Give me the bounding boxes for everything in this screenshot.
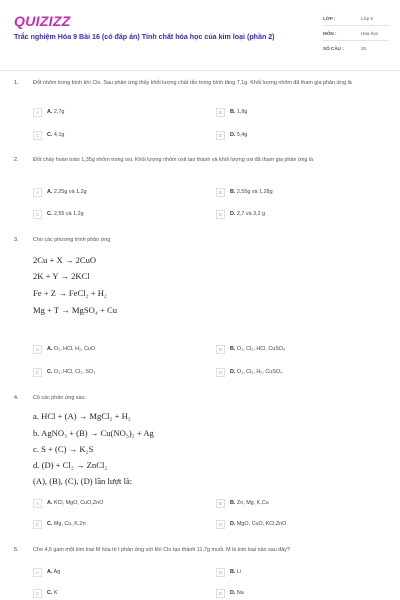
option-text: O₂, HCl, Cl₂, SO₃ (53, 369, 96, 375)
option-letter-box: B (216, 188, 225, 197)
option-text: Na (236, 590, 244, 596)
question-text: Cho các phương trình phản ứng (33, 237, 111, 243)
option-letter-box: B (216, 568, 225, 577)
meta-value-subject: Hóa học (361, 31, 379, 36)
option-label: C. (47, 132, 53, 138)
option-label: A. (47, 189, 53, 195)
option-letter-box: C (33, 368, 42, 377)
option-letter-box: C (33, 210, 42, 219)
meta-value-count: 20 (361, 46, 367, 51)
option-label: A. (47, 569, 53, 575)
option-label: B. (230, 569, 236, 575)
question-text: Đốt nhôm trong bình khí Clo. Sau phản ứng thấy khối lượng chất rắn trong bình tăng 7,1g. Khối lượng nhôm đã tham gia phản ứng là (33, 80, 352, 86)
question-text: Cho 4,6 gam một kim loại M hóa trị I phản ứng với khí Clo tạo thành 11,7g muối. M là kim loại nào sau đây? (33, 547, 290, 553)
option-text: O₂, Cl₂, HCl, CuSO₄ (236, 346, 286, 352)
option-text: MgO, CuO, KCl,ZnO (236, 521, 287, 527)
option-letter-box: D (216, 131, 225, 140)
option-text: Zn, Mg, K,Cu (236, 500, 269, 506)
equation: (A), (B), (C), (D) lần lượt là: (33, 476, 133, 486)
option-letter-box: D (216, 589, 225, 598)
meta-divider (323, 25, 389, 26)
question-number: 4. (14, 395, 19, 401)
option-text: 1,8g (236, 109, 248, 115)
option-letter-box: C (33, 131, 42, 140)
option-label: D. (230, 369, 236, 375)
option-label: A. (47, 500, 53, 506)
equation: b. AgNO₃ + (B) → Cu(NO₃)₂ + Ag (33, 428, 154, 438)
option-label: A. (47, 346, 53, 352)
question-text: Có các phản ứng sau: (33, 395, 87, 401)
meta-label-grade: LỚP : (323, 16, 336, 21)
option-letter-box: D (216, 520, 225, 529)
equation: Mg + T → MgSO₄ + Cu (33, 305, 118, 315)
option-letter-box: A (33, 499, 42, 508)
meta-label-subject: MÔN : (323, 31, 337, 36)
equation: Fe + Z → FeCl₂ + H₂ (33, 288, 107, 298)
option-letter-box: B (216, 345, 225, 354)
option-letter-box: A (33, 568, 42, 577)
equation: c. S + (C) → K₂S (33, 444, 94, 454)
option-label: B. (230, 346, 236, 352)
option-letter-box: D (216, 368, 225, 377)
option-text: Ag (53, 569, 61, 575)
option-letter-box: A (33, 345, 42, 354)
option-label: C. (47, 521, 53, 527)
quizizz-logo: QUIZIZZ (14, 13, 71, 29)
page-title: Trắc nghiệm Hóa 9 Bài 16 (có đáp án) Tính chất hóa học của kim loại (phần 2) (14, 33, 275, 41)
option-text: K (53, 590, 58, 596)
option-label: C. (47, 369, 53, 375)
question-number: 5. (14, 547, 19, 553)
option-label: D. (230, 590, 236, 596)
question-number: 2. (14, 157, 19, 163)
option-letter-box: B (216, 108, 225, 117)
option-text: O₂, Cl₂, H₂, CuSO₄ (236, 369, 283, 375)
option-label: D. (230, 132, 236, 138)
equation: a. HCl + (A) → MgCl₂ + H₂ (33, 411, 131, 421)
question-number: 1. (14, 80, 19, 86)
option-label: D. (230, 211, 236, 217)
meta-value-grade: Lớp 9 (361, 16, 373, 21)
option-label: B. (230, 500, 236, 506)
option-letter-box: D (216, 210, 225, 219)
option-text: 2,55 và 1,2g (53, 211, 84, 217)
option-label: B. (230, 189, 236, 195)
option-letter-box: A (33, 108, 42, 117)
question-number: 3. (14, 237, 19, 243)
option-text: Li (236, 569, 242, 575)
option-text: 2,7 và 3,2 g (236, 211, 266, 217)
option-text: Mg, Cu, K,Zn (53, 521, 86, 527)
header-divider (0, 70, 400, 71)
option-letter-box: C (33, 589, 42, 598)
option-label: A. (47, 109, 53, 115)
option-text: 4,1g (53, 132, 65, 138)
option-text: 5,4g (236, 132, 248, 138)
option-text: 2,55g và 1,28g (236, 189, 273, 195)
meta-divider (323, 40, 389, 41)
option-text: 2,7g (53, 109, 65, 115)
question-text: Đốt cháy hoàn toàn 1,35g nhôm trong oxi. Khối lượng nhôm oxit tạo thành và khối lượng oxi đã tham gia phản ứng là (33, 157, 314, 163)
option-letter-box: B (216, 499, 225, 508)
option-letter-box: A (33, 188, 42, 197)
equation: 2Cu + X → 2CuO (33, 255, 97, 265)
meta-label-count: SỐ CÂU : (323, 46, 344, 51)
option-text: O₂, HCl, H₂, CuO (53, 346, 96, 352)
page-header (0, 0, 400, 64)
equation: d. (D) + Cl₂ → ZnCl₂ (33, 460, 108, 470)
option-label: B. (230, 109, 236, 115)
option-label: C. (47, 211, 53, 217)
option-label: D. (230, 521, 236, 527)
option-label: C. (47, 590, 53, 596)
option-text: 2,25g và 1,2g (53, 189, 87, 195)
equation: 2K + Y → 2KCl (33, 271, 90, 281)
option-text: KCl, MgO, CuO,ZnO (53, 500, 104, 506)
option-letter-box: C (33, 520, 42, 529)
